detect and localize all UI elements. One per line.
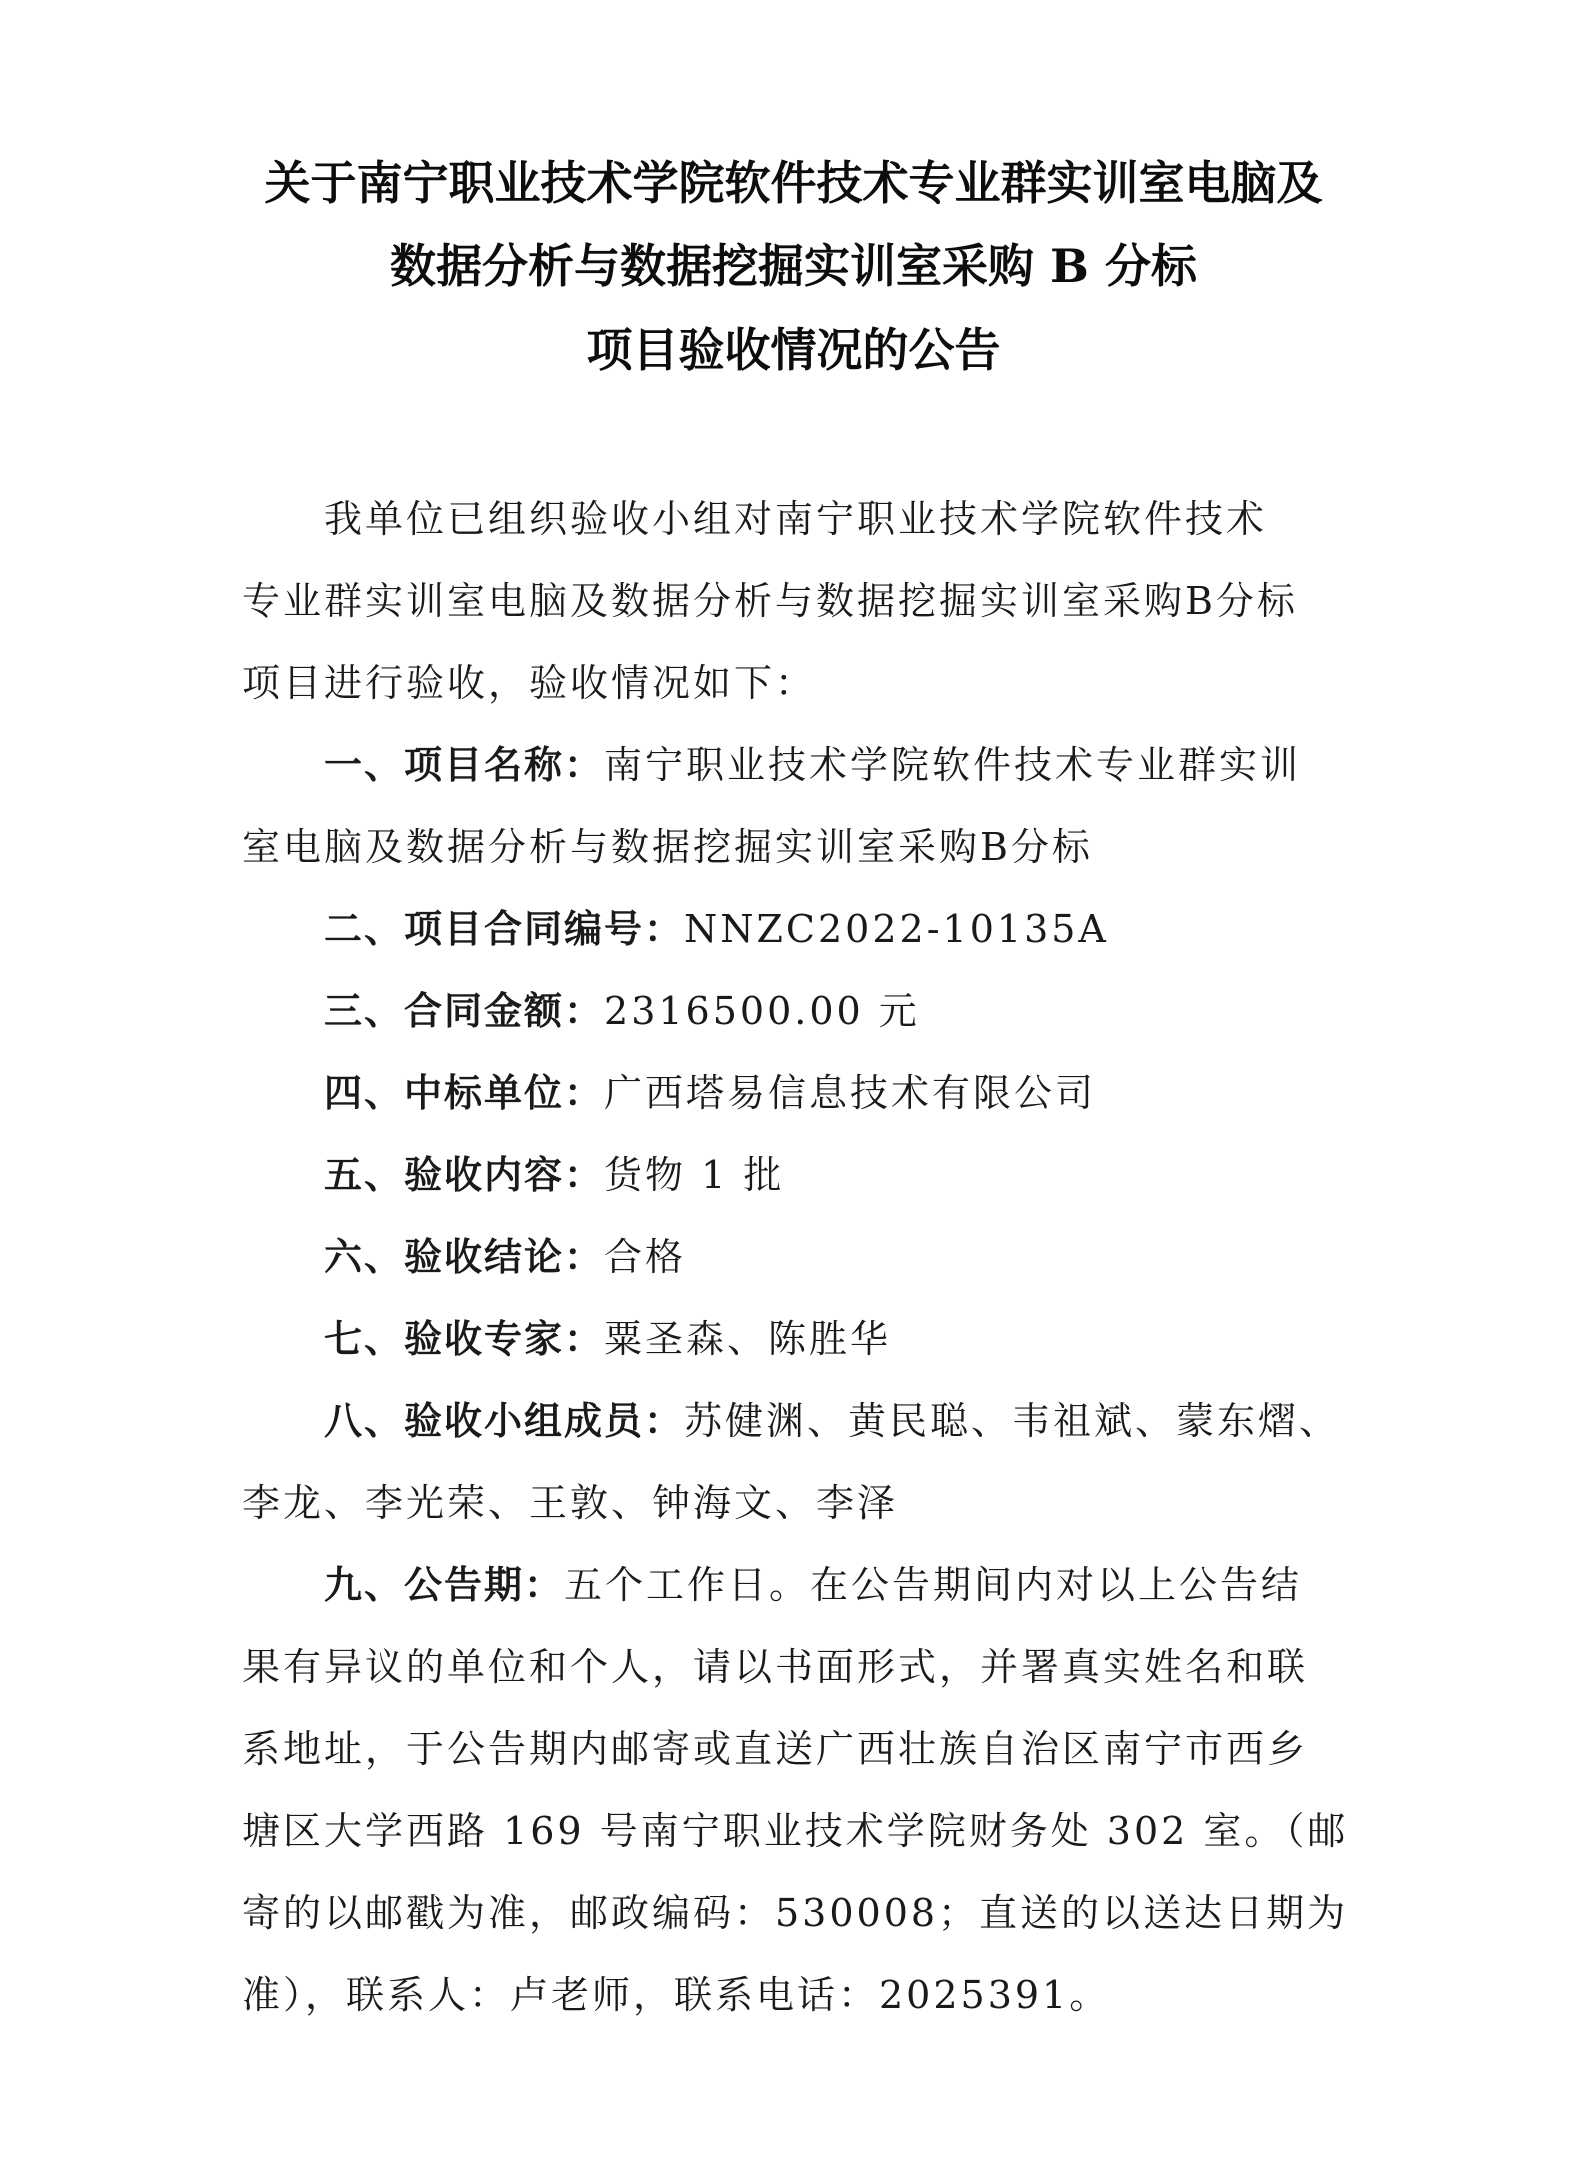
title-line-1: 关于南宁职业技术学院软件技术专业群实训室电脑及	[264, 156, 1323, 210]
item-project-name	[242, 724, 1342, 888]
item-winning-bidder	[242, 1052, 1342, 1134]
item-acceptance-content	[242, 1134, 1342, 1216]
item-value: 货物 1 批	[604, 1153, 785, 1197]
item-label: 四、中标单位：	[324, 1071, 605, 1115]
item-value: 塘区大学西路 169 号南宁职业技术学院财务处 302 室。（邮	[242, 1809, 1349, 1853]
item-value: NNZC2022-10135A	[684, 907, 1109, 951]
item-label: 六、验收结论：	[324, 1235, 605, 1279]
item-acceptance-experts	[242, 1298, 1342, 1380]
title-line-2: 数据分析与数据挖掘实训室采购 B 分标	[390, 239, 1197, 293]
intro-line: 专业群实训室电脑及数据分析与数据挖掘实训室采购B分标	[242, 579, 1298, 623]
item-value: 准），联系人：卢老师，联系电话：2025391。	[242, 1973, 1111, 2017]
item-announcement-period	[242, 1544, 1349, 2036]
item-value: 苏健渊、黄民聪、韦祖斌、蒙东熠、	[684, 1399, 1341, 1443]
intro-line: 我单位已组织验收小组对南宁职业技术学院软件技术	[324, 497, 1268, 541]
item-label: 三、合同金额：	[324, 989, 605, 1033]
item-label: 一、项目名称：	[324, 743, 605, 787]
item-contract-number	[242, 888, 1342, 970]
item-value: 南宁职业技术学院软件技术专业群实训	[604, 743, 1302, 787]
item-value: 李龙、李光荣、王敦、钟海文、李泽	[242, 1481, 899, 1525]
item-value: 室电脑及数据分析与数据挖掘实训室采购B分标	[242, 825, 1093, 869]
intro-line: 项目进行验收，验收情况如下：	[242, 661, 817, 705]
title-line-3: 项目验收情况的公告	[586, 323, 1001, 377]
item-value: 粟圣森、陈胜华	[604, 1317, 892, 1361]
item-value: 广西塔易信息技术有限公司	[604, 1071, 1097, 1115]
item-label: 五、验收内容：	[324, 1153, 605, 1197]
item-label: 二、项目合同编号：	[324, 907, 685, 951]
item-label: 七、验收专家：	[324, 1317, 605, 1361]
item-value: 寄的以邮戳为准，邮政编码：530008；直送的以送达日期为	[242, 1891, 1349, 1935]
item-label: 九、公告期：	[324, 1563, 565, 1607]
item-value: 果有异议的单位和个人，请以书面形式，并署真实姓名和联	[242, 1645, 1309, 1689]
item-contract-amount	[242, 970, 1342, 1052]
item-label: 八、验收小组成员：	[324, 1399, 685, 1443]
item-value: 系地址，于公告期内邮寄或直送广西壮族自治区南宁市西乡	[242, 1727, 1309, 1771]
intro-paragraph	[242, 478, 1342, 724]
item-value: 2316500.00 元	[604, 989, 920, 1033]
item-acceptance-conclusion	[242, 1216, 1342, 1298]
item-value: 五个工作日。在公告期间内对以上公告结	[564, 1563, 1303, 1607]
item-value: 合格	[604, 1235, 687, 1279]
item-group-members	[242, 1380, 1342, 1544]
